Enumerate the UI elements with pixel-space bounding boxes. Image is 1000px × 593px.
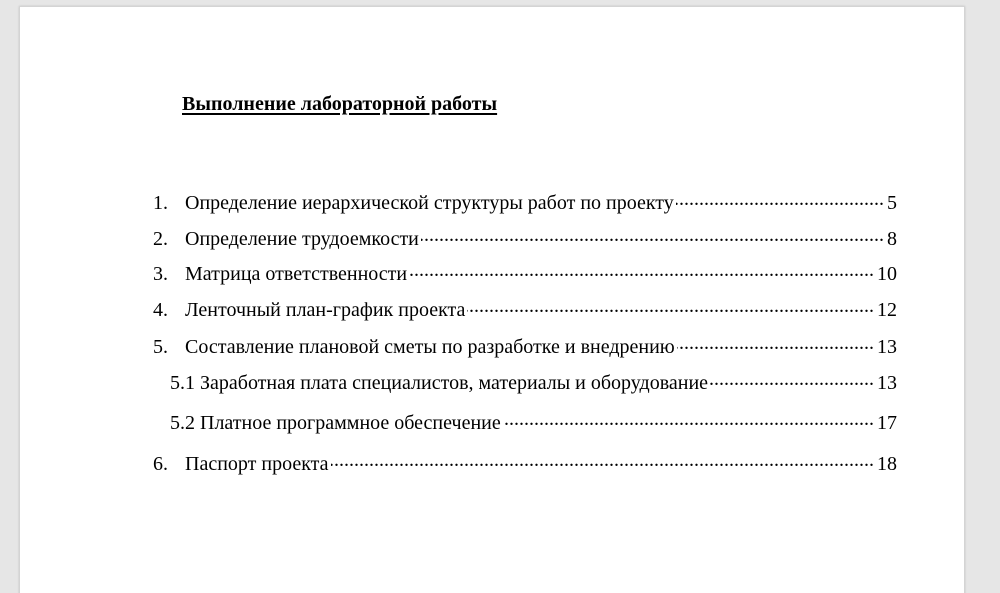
- toc-entry[interactable]: [153, 260, 897, 288]
- toc-entry-title: Платное программное обеспечение: [200, 412, 501, 434]
- document-heading: Выполнение лабораторной работы: [182, 93, 498, 115]
- toc-entry-page: 13: [877, 336, 897, 358]
- toc-entry-page: 12: [877, 299, 897, 321]
- toc-entry-title: Определение иерархической структуры работ по проекту: [185, 192, 674, 214]
- toc-entry-title: Определение трудоемкости: [185, 228, 419, 250]
- toc-entry[interactable]: [153, 333, 897, 361]
- toc-entry-number: 1.: [153, 192, 168, 214]
- toc-dot-leader: [467, 296, 874, 316]
- toc-entry-title: Паспорт проекта: [185, 453, 329, 475]
- toc-entry-page: 17: [877, 412, 897, 434]
- toc-entry-number: 6.: [153, 453, 168, 475]
- toc-entry-title: Заработная плата специалистов, материалы и оборудование: [200, 372, 709, 394]
- toc-entry-page: 13: [877, 372, 897, 394]
- document-page[interactable]: [19, 6, 965, 593]
- toc-dot-leader: [676, 189, 884, 209]
- toc-dot-leader: [421, 225, 884, 245]
- toc-entry[interactable]: [153, 225, 897, 253]
- toc-subentry[interactable]: [170, 369, 897, 397]
- toc-entry-page: 10: [877, 263, 897, 285]
- toc-entry[interactable]: [153, 450, 897, 478]
- toc-entry-page: 5: [887, 192, 897, 214]
- toc-entry-title: Матрица ответственности: [185, 263, 408, 285]
- toc-dot-leader: [710, 369, 874, 389]
- toc-entry-number: 5.: [153, 336, 168, 358]
- toc-entry-page: 8: [887, 228, 897, 250]
- toc-entry-number: 5.2: [170, 412, 195, 434]
- toc-entry-number: 2.: [153, 228, 168, 250]
- toc-entry[interactable]: [153, 189, 897, 217]
- toc-entry-number: 4.: [153, 299, 168, 321]
- toc-dot-leader: [503, 409, 874, 429]
- toc-entry[interactable]: [153, 296, 897, 324]
- toc-entry-number: 5.1: [170, 372, 195, 394]
- toc-dot-leader: [409, 260, 874, 280]
- toc-dot-leader: [677, 333, 874, 353]
- toc-dot-leader: [331, 450, 874, 470]
- toc-subentry[interactable]: [170, 409, 897, 437]
- toc-entry-number: 3.: [153, 263, 168, 285]
- toc-entry-page: 18: [877, 453, 897, 475]
- toc-entry-title: Ленточный план-график проекта: [185, 299, 466, 321]
- toc-entry-title: Составление плановой сметы по разработке и внедрению: [185, 336, 675, 358]
